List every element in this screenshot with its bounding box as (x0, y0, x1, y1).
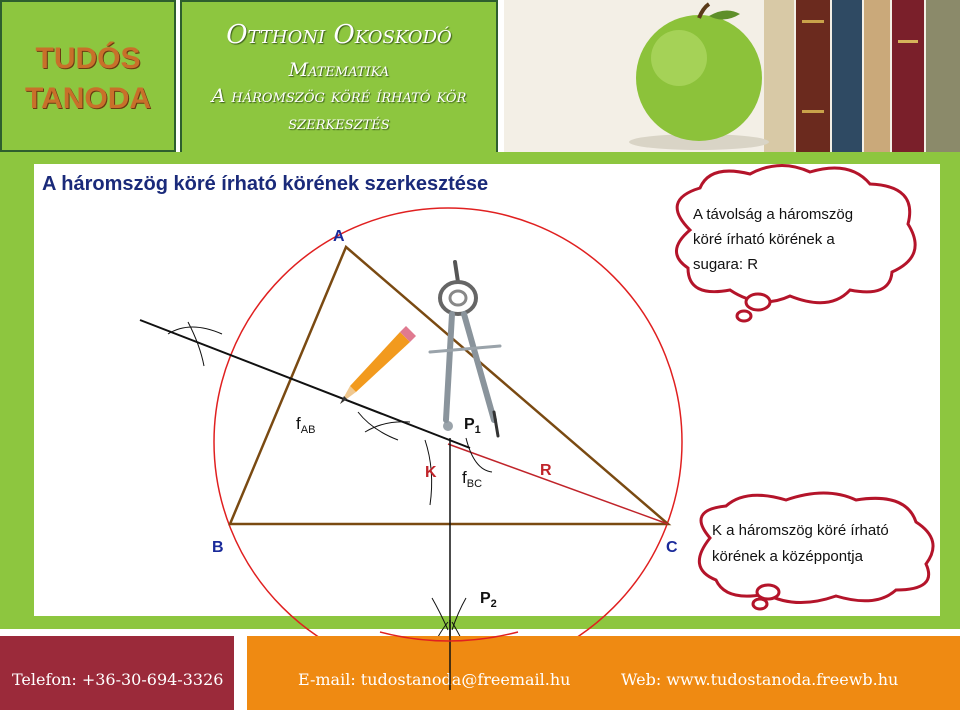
cloud-center-line1: K a háromszög köré írható (712, 522, 889, 539)
circumcircle (214, 208, 682, 676)
compass-icon (430, 262, 500, 436)
header-title: Otthoni Okoskodó (226, 20, 452, 50)
cloud-radius-line3: sugara: R (693, 256, 759, 273)
radius-r-label: R (540, 462, 552, 479)
footer-phone: Telefon: +36-30-694-3326 (12, 670, 224, 689)
cloud-center-line2: körének a középpontja (712, 548, 863, 565)
slide-title: A háromszög köré írható körének szerkesztése (42, 173, 489, 195)
cloud-radius-line1: A távolság a háromszög (693, 206, 854, 223)
cloud-radius-line2: köré írható körének a (693, 231, 835, 248)
vertex-a-label: A (333, 228, 345, 245)
footer-email-link[interactable]: E-mail: tudostanoda@freemail.hu (298, 670, 571, 689)
header-subject: Matematika (288, 59, 390, 81)
vertex-b-label: B (212, 539, 224, 556)
point-p2-label: $P_2$ (480, 590, 497, 610)
header-topic-cont: szerkesztés (288, 112, 390, 134)
construction-arcs (168, 322, 492, 648)
header-topic: A háromszög köré írható kör (211, 85, 467, 107)
logo-line-2: TANODA (24, 82, 152, 115)
bisector-bc-label: $f_{BC}$ (462, 468, 483, 490)
footer-phone-box (0, 636, 234, 710)
center-k-label: K (425, 464, 437, 481)
footer-web-link[interactable]: Web: www.tudostanoda.freewb.hu (621, 670, 899, 689)
logo-line-1: TUDÓS (35, 42, 141, 75)
point-p1-label: $P_1$ (464, 416, 481, 436)
pencil-icon (340, 326, 416, 404)
footer-contact-box (247, 636, 960, 710)
bisector-ab-label: $f_{AB}$ (296, 414, 316, 436)
vertex-c-label: C (666, 539, 678, 556)
